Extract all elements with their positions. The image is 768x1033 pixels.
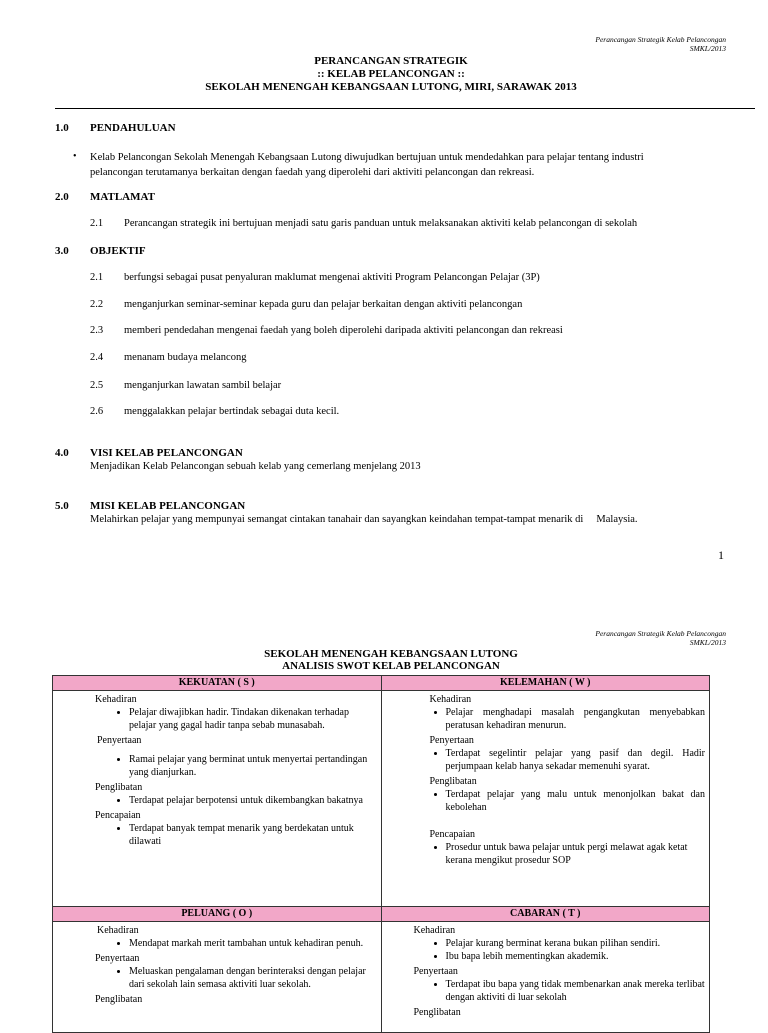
strengths-group-label: Penglibatan [95, 782, 143, 793]
section-2-title: MATLAMAT [90, 191, 155, 203]
objective-number: 2.5 [90, 380, 104, 391]
objective-text: menanam budaya melancong [124, 352, 247, 363]
opportunities-bullet: • Mendapat markah merit tambahan untuk kehadiran penuh. [129, 937, 377, 950]
weaknesses-group-label: Pencapaian [429, 829, 476, 840]
opportunities-bullet: • Meluaskan pengalaman dengan berinteraksi dengan pelajar dari sekolah lain semasa aktiviti luar sekolah. [129, 965, 377, 991]
strengths-group-label: Pencapaian [95, 810, 141, 821]
objective-text: menggalakkan pelajar bertindak sebagai duta kecil. [124, 406, 340, 417]
weaknesses-bullet: • Pelajar menghadapi masalah pengangkutan menyebabkan peratusan kehadiran menurun. [446, 706, 706, 732]
section-3-number: 3.0 [55, 245, 69, 257]
page-number: 1 [718, 548, 724, 562]
header-note-line1: Perancangan Strategik Kelab Pelancongan [595, 35, 726, 44]
section-1-number: 1.0 [55, 122, 69, 134]
strengths-group-label: Penyertaan [97, 735, 142, 746]
page2-header-note [595, 629, 726, 647]
opportunities-group-label: Kehadiran [97, 925, 139, 936]
section-1-title: PENDAHULUAN [90, 122, 176, 134]
strengths-group-label: Kehadiran [95, 694, 137, 705]
weaknesses-header: KELEMAHAN ( W ) [381, 676, 710, 691]
strengths-bullet: • Ramai pelajar yang berminat untuk menyertai pertandingan yang dianjurkan. [129, 753, 377, 779]
weaknesses-bullet: • Terdapat segelintir pelajar yang pasif dan degil. Hadir perjumpaan kelab hanya sekadar memenuhi syarat. [446, 747, 706, 773]
opportunities-group-label: Penglibatan [95, 994, 143, 1005]
opportunities-cell [53, 922, 382, 1033]
objective-text: memberi pendedahan mengenai faedah yang boleh diperolehi daripada aktiviti pelancongan dan rekreasi [124, 325, 563, 336]
document-title-line2: :: KELAB PELANCONGAN :: [317, 68, 465, 80]
weaknesses-group-label: Kehadiran [429, 694, 472, 705]
section-4-number: 4.0 [55, 447, 69, 459]
objective-text: menganjurkan seminar-seminar kepada guru dan pelajar berkaitan dengan aktiviti pelancongan [124, 299, 523, 310]
opportunities-header: PELUANG ( O ) [53, 907, 382, 922]
threats-cell [381, 922, 710, 1033]
objective-text: menganjurkan lawatan sambil belajar [124, 380, 282, 391]
objective-number: 2.1 [90, 272, 104, 283]
strengths-bullet: • Terdapat banyak tempat menarik yang berdekatan untuk dilawati [129, 822, 377, 848]
section-4-title: VISI KELAB PELANCONGAN [90, 447, 243, 459]
section-2-item-text: Perancangan strategik ini bertujuan menjadi satu garis panduan untuk melaksanakan aktiviti kelab pelancongan di sekolah [124, 218, 638, 229]
strengths-bullet: • Pelajar diwajibkan hadir. Tindakan dikenakan terhadap pelajar yang gagal hadir tanpa sebab munasabah. [129, 706, 377, 732]
objective-number: 2.4 [90, 352, 104, 363]
bullet-icon: • [73, 151, 77, 162]
weaknesses-bullet: • Prosedur untuk bawa pelajar untuk pergi melawat agak ketat kerana mengikut prosedur SOP [446, 841, 706, 867]
threats-bullet: • Pelajar kurang berminat kerana bukan pilihan sendiri. [446, 937, 706, 950]
section-5-title: MISI KELAB PELANCONGAN [90, 500, 246, 512]
section-1-text-line2: pelancongan terutamanya berkaitan dengan faedah yang diperolehi dari aktiviti pelancongan dan rekreasi. [90, 167, 535, 178]
threats-group-label: Penglibatan [413, 1007, 461, 1018]
section-3-title: OBJEKTIF [90, 245, 146, 257]
page2-header-note-line2: SMKL/2013 [689, 638, 726, 647]
swot-table [52, 675, 710, 1033]
weaknesses-bullet: • Terdapat pelajar yang malu untuk menonjolkan bakat dan kebolehan [446, 788, 706, 814]
threats-group-label: Penyertaan [413, 966, 458, 977]
section-5-text: Melahirkan pelajar yang mempunyai semangat cintakan tanahair dan sayangkan keindahan tempat-tampat menarik di Malaysia. [90, 514, 638, 525]
threats-bullet: • Ibu bapa lebih mementingkan akademik. [446, 950, 706, 963]
title-divider [55, 108, 755, 109]
opportunities-group-label: Penyertaan [95, 953, 140, 964]
document-title-line1: PERANCANGAN STRATEGIK [314, 55, 468, 67]
strengths-header: KEKUATAN ( S ) [53, 676, 382, 691]
weaknesses-group-label: Penyertaan [429, 735, 474, 746]
section-2-item-number: 2.1 [90, 218, 104, 229]
weaknesses-group-label: Penglibatan [429, 776, 477, 787]
header-note [595, 35, 726, 53]
swot-school-title: SEKOLAH MENENGAH KEBANGSAAN LUTONG [264, 648, 518, 660]
section-4-text: Menjadikan Kelab Pelancongan sebuah kelab yang cemerlang menjelang 2013 [90, 461, 421, 472]
objective-number: 2.3 [90, 325, 104, 336]
threats-bullet: • Terdapat ibu bapa yang tidak membenarkan anak mereka terlibat dengan aktiviti di luar sekolah [446, 978, 706, 1004]
strengths-bullet: • Terdapat pelajar berpotensi untuk dikembangkan bakatnya [129, 794, 377, 807]
swot-analysis-title: ANALISIS SWOT KELAB PELANCONGAN [282, 660, 500, 672]
objective-number: 2.2 [90, 299, 104, 310]
threats-header: CABARAN ( T ) [381, 907, 710, 922]
section-1-text-line1: Kelab Pelancongan Sekolah Menengah Kebangsaan Lutong diwujudkan bertujuan untuk mendedahkan para pelajar tentang industri [90, 152, 644, 163]
page2-header-note-line1: Perancangan Strategik Kelab Pelancongan [595, 629, 726, 638]
section-2-number: 2.0 [55, 191, 69, 203]
objective-number: 2.6 [90, 406, 104, 417]
strengths-cell [53, 691, 382, 907]
threats-group-label: Kehadiran [413, 925, 456, 936]
objective-text: berfungsi sebagai pusat penyaluran maklumat mengenai aktiviti Program Pelancongan Pelajar (3P) [124, 272, 540, 283]
header-note-line2: SMKL/2013 [689, 44, 726, 53]
section-5-number: 5.0 [55, 500, 69, 512]
weaknesses-cell [381, 691, 710, 907]
document-title-line3: SEKOLAH MENENGAH KEBANGSAAN LUTONG, MIRI, SARAWAK 2013 [205, 81, 577, 93]
